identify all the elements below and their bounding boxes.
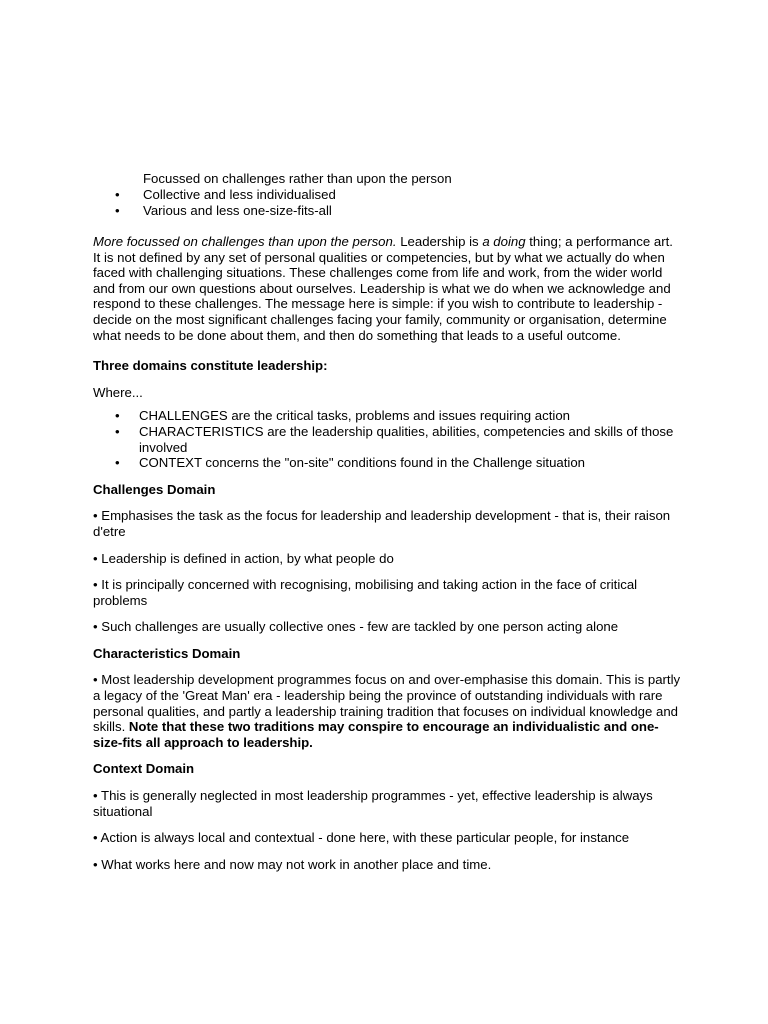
intro-text-b: thing; a performance art. It is not defined by any set of personal qualities or competencies, but by what we actually do when faced with challenging situations. These challenges come from life and work, from the wider world and from our own questions about ourselves. Leadership is what we do when we acknowledge and respond to these challenges. The message here is simple: if you wish to contribute to leadership - decide on the most significant challenges facing your family, community or organisation, determine what needs to be done about them, and then do something that leads to a useful outcome. xyxy=(93,234,673,343)
list-item-text: CHARACTERISTICS are the leadership qualities, abilities, competencies and skills of those involved xyxy=(139,423,674,455)
intro-italic-lead: More focussed on challenges than upon the person. xyxy=(93,234,397,249)
document-page xyxy=(93,171,683,872)
bullet-marker: • xyxy=(115,203,120,218)
intro-text-a: Leadership is xyxy=(396,234,483,249)
list-item xyxy=(93,408,683,424)
bullet-marker: • xyxy=(115,455,120,471)
domain-list xyxy=(93,408,683,470)
list-item xyxy=(93,171,683,187)
context-point: • This is generally neglected in most leadership programmes - yet, effective leadership is always situational xyxy=(93,788,653,819)
list-item-text: CHALLENGES are the critical tasks, problems and issues requiring action xyxy=(139,408,570,424)
characteristics-text: • Most leadership development programmes focus on and over-emphasise this domain. This is partly a legacy of the 'Great Man' era - leadership being the province of outstanding individuals with rare personal qualities, and partly a leadership training tradition that focuses on individual knowledge and skills. xyxy=(93,672,681,735)
where-text: Where... xyxy=(93,384,143,400)
bullet-marker: • xyxy=(115,423,120,439)
challenges-heading: Challenges Domain xyxy=(93,481,216,497)
context-heading: Context Domain xyxy=(93,761,195,777)
challenges-point: • Such challenges are usually collective ones - few are tackled by one person acting alone xyxy=(93,619,619,635)
context-point: • Action is always local and contextual - done here, with these particular people, for instance xyxy=(93,830,630,846)
list-item xyxy=(93,455,683,471)
challenges-point: • It is principally concerned with recognising, mobilising and taking action in the face of critical problems xyxy=(93,577,638,608)
intro-italic-mid: a doing xyxy=(482,234,526,249)
bullet-marker: • xyxy=(115,187,120,202)
bullet-marker: • xyxy=(115,408,120,424)
list-item xyxy=(93,187,683,203)
characteristics-heading: Characteristics Domain xyxy=(93,645,241,661)
list-item-text: Focussed on challenges rather than upon the person xyxy=(143,171,452,186)
list-item-text: Various and less one-size-fits-all xyxy=(143,203,332,218)
characteristics-bold-note: Note that these two traditions may conspire to encourage an individualistic and one-size-fits all approach to leadership. xyxy=(93,719,659,750)
context-point: • What works here and now may not work in another place and time. xyxy=(93,856,492,872)
three-domains-heading: Three domains constitute leadership: xyxy=(93,358,328,374)
list-item xyxy=(93,203,683,219)
intro-paragraph xyxy=(93,234,683,343)
list-item-text: Collective and less individualised xyxy=(143,187,336,202)
challenges-point: • Leadership is defined in action, by what people do xyxy=(93,550,394,566)
list-item-text: CONTEXT concerns the "on-site" conditions found in the Challenge situation xyxy=(139,455,586,471)
characteristics-paragraph xyxy=(93,672,683,750)
challenges-point: • Emphasises the task as the focus for leadership and leadership development - that is, their raison d'etre xyxy=(93,508,671,539)
summary-list xyxy=(93,171,683,219)
list-item xyxy=(93,424,683,455)
